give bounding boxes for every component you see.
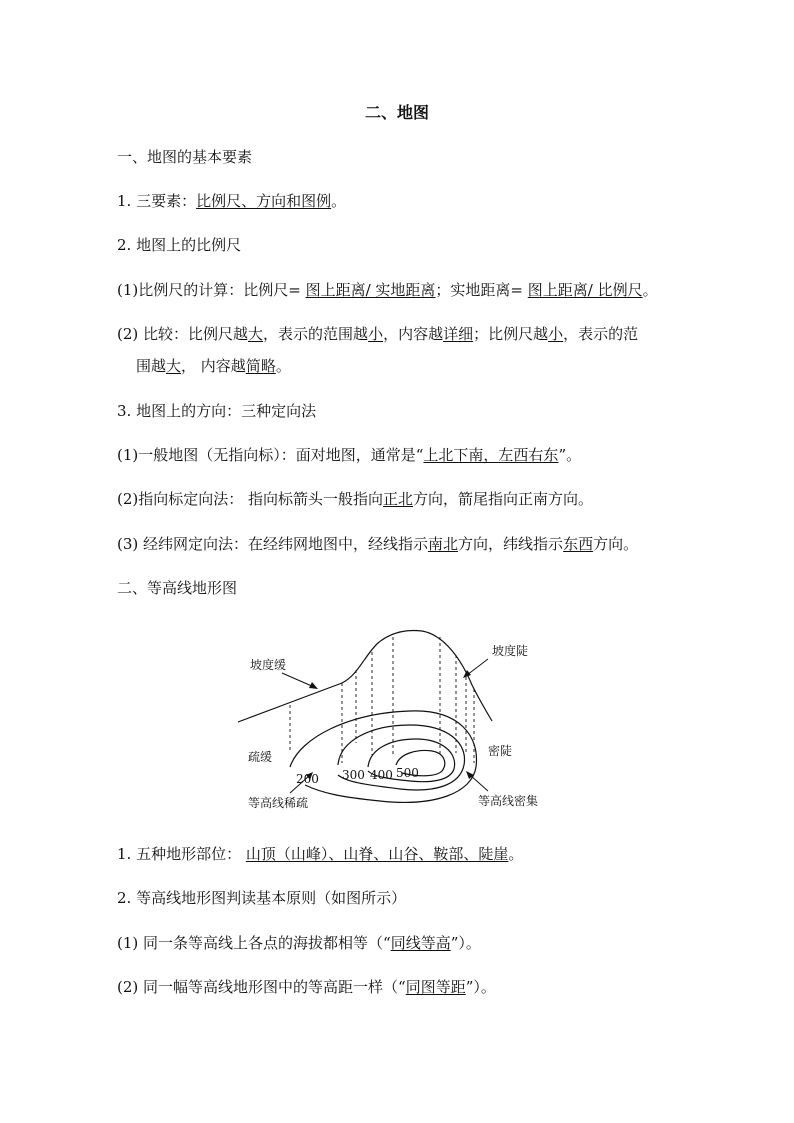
label-contour-400: 400 [370,768,393,782]
label-contour-500: 500 [396,766,419,780]
contour-200 [290,711,476,802]
item-scale-comparison: (2) 比较：比例尺越大，表示的范围越小，内容越详细；比例尺越小，表示的范 [117,325,639,343]
item-three-elements: 1. 三要素：比例尺、方向和图例。 [117,192,347,210]
projection-lines [290,637,474,763]
answer-detailed: 详细 [443,325,474,343]
gentle-slope-arrow [282,673,318,689]
item-scale-comparison-continued: 围越大， 内容越简略。 [136,357,291,375]
label-dense-lines: 等高线密集 [478,794,539,808]
item-direction-arrow: (2)指向标定向法： 指向标箭头一般指向正北方向，箭尾指向正南方向。 [117,490,594,508]
label-dense: 密陡 [488,744,513,758]
label-contour-300: 300 [342,768,365,782]
item-direction-general: (1)一般地图（无指向标）：面对地图，通常是“上北下南，左西右东”。 [117,446,582,464]
section-heading-map-elements: 一、地图的基本要素 [117,148,253,166]
answer-east-west: 东西 [563,535,594,553]
answer-small-2: 小 [548,325,564,343]
answer-three-elements: 比例尺、方向和图例 [196,192,332,210]
label-sparse-lines: 等高线稀疏 [248,796,309,810]
item-five-landforms: 1. 五种地形部位： 山顶（山峰）、山脊、山谷、鞍部、陡崖。 [117,845,524,863]
answer-five-landforms: 山顶（山峰）、山脊、山谷、鞍部、陡崖 [245,845,509,863]
answer-large: 大 [248,325,264,343]
item-principles-heading: 2. 等高线地形图判读基本原则（如图所示） [117,889,407,907]
contour-diagram [230,625,560,820]
section-heading-contour-map: 二、等高线地形图 [117,579,238,597]
answer-brief: 简略 [245,357,276,375]
label-contour-200: 200 [296,772,319,786]
answer-large-2: 大 [166,357,182,375]
item-direction-grid: (3) 经纬网定向法：在经纬网地图中，经线指示南北方向，纬线指示东西方向。 [117,535,639,553]
item-direction-heading: 3. 地图上的方向：三种定向法 [117,402,317,420]
item-principle-same-interval: (2) 同一幅等高线地形图中的等高距一样（“同图等距”）。 [117,978,496,996]
page-title: 二、地图 [364,103,429,122]
answer-north-south: 南北 [428,535,459,553]
item-scale-calculation: (1)比例尺的计算：比例尺= 图上距离/ 实地距离；实地距离= 图上距离/ 比例尺。 [117,281,658,299]
answer-north: 正北 [383,490,414,508]
answer-distance-formula: 图上距离/ 比例尺 [527,281,643,299]
answer-same-line: 同线等高 [390,934,451,952]
label-sparse: 疏缓 [248,750,273,764]
label-steep-slope: 坡度陡 [492,644,529,658]
terrain-profile [238,631,492,723]
answer-same-interval: 同图等距 [405,978,466,996]
steep-slope-arrow [463,659,488,678]
answer-scale-formula: 图上距离/ 实地距离 [305,281,436,299]
item-principle-same-line: (1) 同一条等高线上各点的海拔都相等（“同线等高”）。 [117,934,481,952]
item-scale-heading: 2. 地图上的比例尺 [117,236,242,254]
answer-small: 小 [368,325,384,343]
label-gentle-slope: 坡度缓 [250,658,287,672]
answer-general-direction: 上北下南，左西右东 [423,446,559,464]
